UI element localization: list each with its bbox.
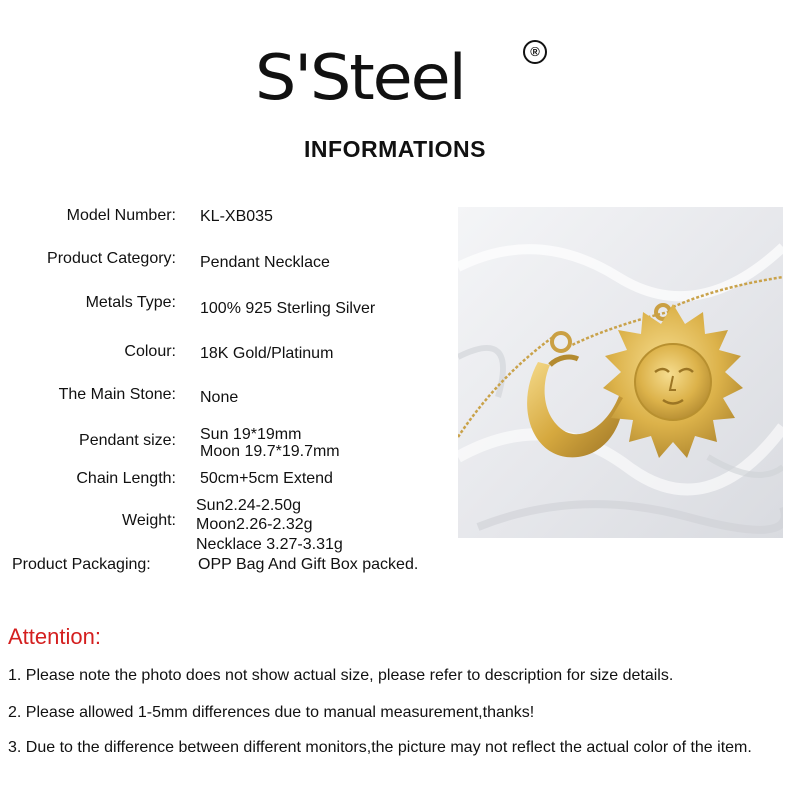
spec-value-packaging: OPP Bag And Gift Box packed. xyxy=(198,556,419,573)
spec-label-model-number: Model Number: xyxy=(66,207,176,224)
spec-value-metals-type: 100% 925 Sterling Silver xyxy=(200,300,376,317)
sun-moon-pendants-image xyxy=(458,207,783,538)
spec-value-product-category: Pendant Necklace xyxy=(200,254,330,271)
spec-label-colour: Colour: xyxy=(124,343,176,360)
spec-value-pendant-size-moon: Moon 19.7*19.7mm xyxy=(200,443,340,460)
spec-label-packaging: Product Packaging: xyxy=(12,556,151,573)
spec-value-colour: 18K Gold/Platinum xyxy=(200,345,334,362)
spec-value-model-number: KL-XB035 xyxy=(200,208,273,225)
spec-value-weight-sun: Sun2.24-2.50g xyxy=(196,497,301,514)
attention-title: Attention: xyxy=(8,624,101,649)
product-photo xyxy=(458,207,783,538)
spec-label-pendant-size: Pendant size: xyxy=(79,432,176,449)
attention-note-3: 3. Due to the difference between different monitors,the picture may not reflect the actual color of the item. xyxy=(8,739,752,756)
brand-logo-text: S'Steel xyxy=(255,41,465,114)
attention-note-2: 2. Please allowed 1-5mm differences due to manual measurement,thanks! xyxy=(8,704,535,721)
spec-label-weight: Weight: xyxy=(122,512,176,529)
spec-label-chain-length: Chain Length: xyxy=(76,470,176,487)
spec-label-main-stone: The Main Stone: xyxy=(58,386,176,403)
spec-label-product-category: Product Category: xyxy=(47,250,176,267)
spec-value-pendant-size-sun: Sun 19*19mm xyxy=(200,426,302,443)
registered-mark-icon: ® xyxy=(523,40,547,64)
spec-label-metals-type: Metals Type: xyxy=(85,294,176,311)
spec-value-main-stone: None xyxy=(200,389,239,406)
brand-logo xyxy=(255,38,545,118)
spec-value-weight-moon: Moon2.26-2.32g xyxy=(196,516,313,533)
spec-value-chain-length: 50cm+5cm Extend xyxy=(200,470,333,487)
section-heading: INFORMATIONS xyxy=(304,136,486,162)
attention-note-1: 1. Please note the photo does not show actual size, please refer to description for size details. xyxy=(8,667,674,684)
spec-value-weight-necklace: Necklace 3.27-3.31g xyxy=(196,536,343,553)
